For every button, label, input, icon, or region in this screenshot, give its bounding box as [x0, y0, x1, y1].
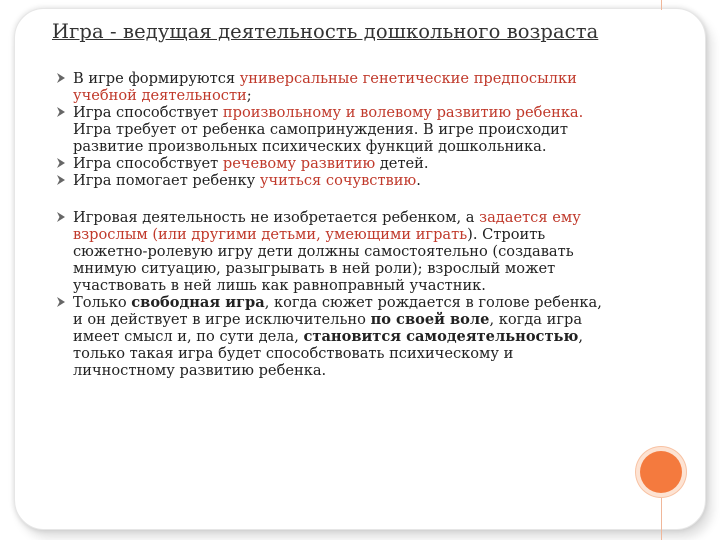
- bold-text: свободная игра: [131, 294, 265, 311]
- item-text: Игра требует от ребенка самопринуждения. В игре происходит развитие произвольных психических функций дошкольника.: [73, 121, 568, 155]
- highlight-text: учиться сочувствию: [259, 172, 417, 189]
- slide-title: Игра - ведущая деятельность дошкольного возраста: [52, 20, 599, 43]
- item-text: Только: [73, 294, 132, 311]
- item-text: Игра способствует: [73, 155, 223, 172]
- bullet-item: [52, 70, 612, 104]
- bullet-item: [52, 155, 612, 172]
- item-text: детей.: [375, 155, 429, 172]
- bullet-item: [52, 172, 612, 189]
- item-text: Игра помогает ребенку: [73, 172, 260, 189]
- decor-circle: [640, 451, 682, 493]
- item-text: , только такая игра будет способствовать психическому и личностному развитию ребенка.: [73, 328, 583, 379]
- decor-line-bottom: [661, 498, 662, 540]
- highlight-text: универсальные генетические предпосылки учебной деятельности: [73, 70, 577, 104]
- item-text: Игра способствует: [73, 104, 223, 121]
- arrow-bullet-icon: [55, 106, 67, 118]
- item-text: Игровая деятельность не изобретается ребенком, а: [73, 209, 480, 226]
- item-text: В игре формируются: [73, 70, 240, 87]
- list-gap: [52, 189, 612, 209]
- bullet-list: [52, 70, 612, 379]
- item-text: , когда игра имеет смысл и, по сути дела,: [73, 311, 583, 345]
- item-text: ). Строить сюжетно-ролевую игру дети должны самостоятельно (создавать мнимую ситуацию, разыгрывать в ней роли); взрослый может участвовать в ней лишь как равноправный участник.: [73, 226, 574, 294]
- arrow-bullet-icon: [55, 296, 67, 308]
- arrow-bullet-icon: [55, 211, 67, 223]
- highlight-text: произвольному и волевому развитию ребенка.: [222, 104, 584, 121]
- bullet-item: [52, 104, 612, 155]
- item-text: ;: [246, 87, 252, 104]
- arrow-bullet-icon: [55, 72, 67, 84]
- decor-line-top: [661, 0, 662, 10]
- arrow-bullet-icon: [55, 157, 67, 169]
- bullet-item: [52, 294, 612, 379]
- arrow-bullet-icon: [55, 174, 67, 186]
- bullet-item: [52, 209, 612, 294]
- item-text: , когда сюжет рождается в голове ребенка, и он действует в игре исключительно: [73, 294, 602, 328]
- bold-text: по своей воле: [370, 311, 490, 328]
- bold-text: становится самодеятельностью: [303, 328, 579, 345]
- highlight-text: задается ему взрослым (или другими детьми, умеющими играть: [73, 209, 581, 243]
- item-text: .: [416, 172, 421, 189]
- highlight-text: речевому развитию: [222, 155, 376, 172]
